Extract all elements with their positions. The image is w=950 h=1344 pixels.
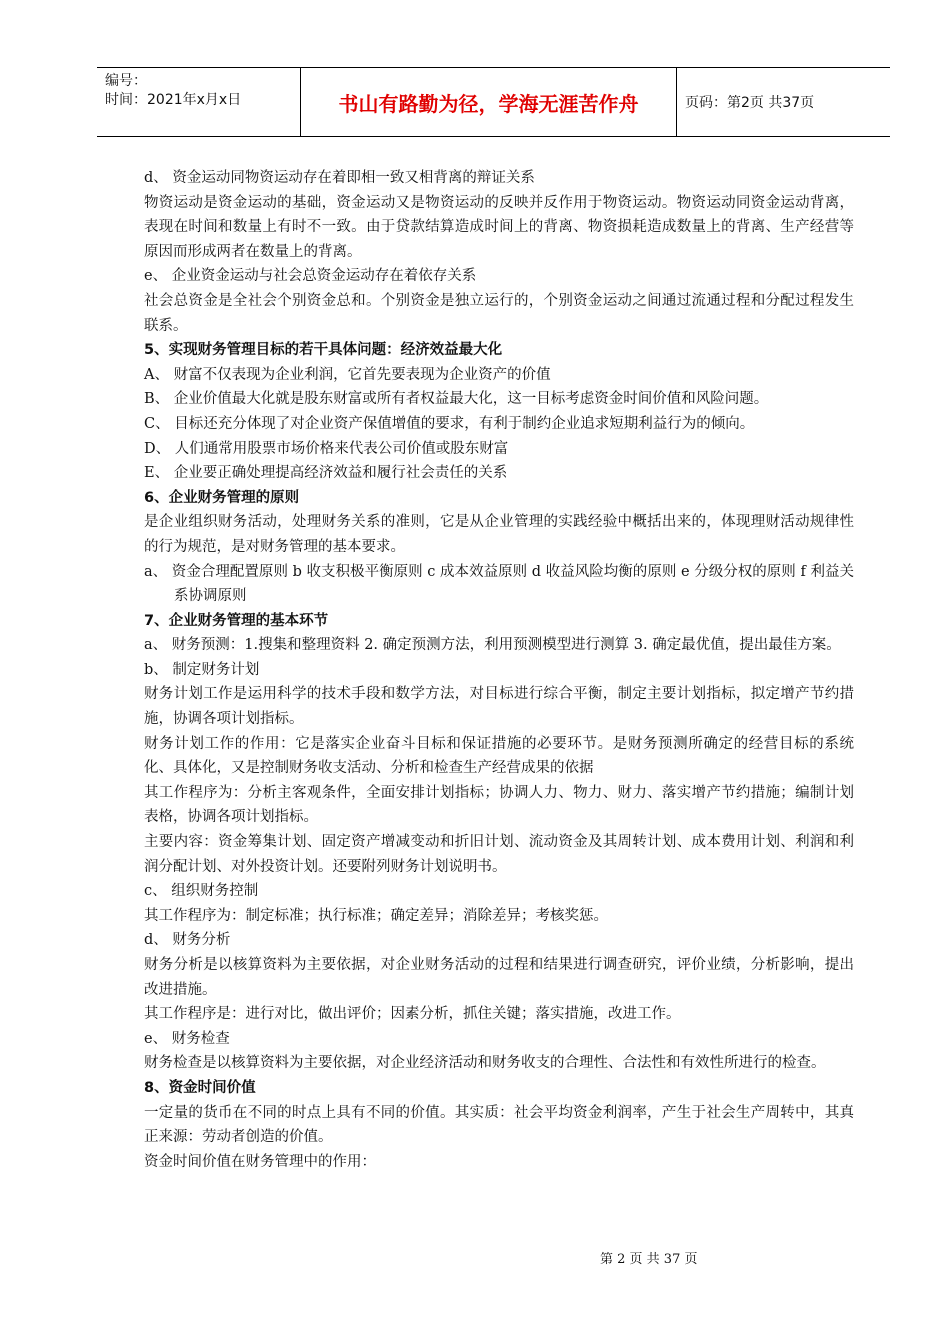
paragraph: 其工作程序是：进行对比，做出评价；因素分析，抓住关键；落实措施，改进工作。 [144, 1006, 681, 1023]
section-heading: 8、资金时间价值 [144, 1079, 256, 1096]
paragraph: d、 财务分析 [144, 932, 231, 949]
paragraph: a、 资金合理配置原则 b 收支积极平衡原则 c 成本效益原则 d 收益风险均衡的原则 e 分级分权的原则 f 利益关系协调原则 [144, 563, 854, 605]
paragraph: 物资运动是资金运动的基础，资金运动又是物资运动的反映并反作用于物资运动。物资运动同资金运动背离，表现在时间和数量上有时不一致。由于贷款结算造成时间上的背离、物资损耗造成数量上的背离、生产经营等原因而形成两者在数量上的背离。 [144, 194, 854, 260]
paragraph: 财务计划工作的作用：它是落实企业奋斗目标和保证措施的必要环节。是财务预测所确定的经营目标的系统化、具体化，又是控制财务收支活动、分析和检查生产经营成果的依据 [144, 735, 854, 777]
paragraph: b、 制定财务计划 [144, 661, 260, 678]
paragraph: C、 目标还充分体现了对企业资产保值增值的要求，有利于制约企业追求短期利益行为的倾向。 [144, 415, 755, 432]
paragraph: 财务检查是以核算资料为主要依据，对企业经济活动和财务收支的合理性、合法性和有效性所进行的检查。 [144, 1055, 826, 1072]
paragraph: 社会总资金是全社会个别资金总和。个别资金是独立运行的，个别资金运动之间通过流通过程和分配过程发生联系。 [144, 292, 854, 334]
paragraph: B、 企业价值最大化就是股东财富或所有者权益最大化，这一目标考虑资金时间价值和风险问题。 [144, 391, 769, 408]
document-body [144, 166, 854, 1174]
paragraph: e、 财务检查 [144, 1030, 230, 1047]
section-heading: 6、企业财务管理的原则 [144, 489, 300, 506]
paragraph: 财务计划工作是运用科学的技术手段和数学方法，对目标进行综合平衡，制定主要计划指标，拟定增产节约措施，协调各项计划指标。 [144, 686, 854, 728]
page-header [97, 67, 890, 137]
paragraph: 其工作程序为：分析主客观条件，全面安排计划指标；协调人力、物力、财力、落实增产节约措施；编制计划表格，协调各项计划指标。 [144, 784, 854, 826]
page-footer: 第 2 页 共 37 页 [600, 1252, 698, 1267]
paragraph: d、 资金运动同物资运动存在着即相一致又相背离的辩证关系 [144, 170, 535, 186]
paragraph: D、 人们通常用股票市场价格来代表公司价值或股东财富 [144, 440, 509, 457]
paragraph: 主要内容：资金筹集计划、固定资产增减变动和折旧计划、流动资金及其周转计划、成本费用计划、利润和利润分配计划、对外投资计划。还要附列财务计划说明书。 [144, 834, 854, 875]
section-heading: 7、企业财务管理的基本环节 [144, 612, 329, 629]
paragraph: e、 企业资金运动与社会总资金运动存在着依存关系 [144, 268, 477, 285]
paragraph: a、 财务预测：1.搜集和整理资料 2. 确定预测方法，利用预测模型进行测算 3. 确定最优值，提出最佳方案。 [144, 637, 841, 654]
paragraph: A、 财富不仅表现为企业利润，它首先要表现为企业资产的价值 [144, 366, 551, 383]
paragraph: 是企业组织财务活动，处理财务关系的准则，它是从企业管理的实践经验中概括出来的，体现理财活动规律性的行为规范，是对财务管理的基本要求。 [144, 514, 854, 555]
document-time: 时间：2021年x月x日 [105, 92, 242, 108]
paragraph: 财务分析是以核算资料为主要依据，对企业财务活动的过程和结果进行调查研究，评价业绩，分析影响，提出改进措施。 [144, 957, 854, 998]
header-page-number: 页码：第2页 共37页 [685, 95, 815, 111]
paragraph: 其工作程序为：制定标准；执行标准；确定差异；消除差异；考核奖惩。 [144, 907, 608, 924]
paragraph: 一定量的货币在不同的时点上具有不同的价值。其实质：社会平均资金利润率，产生于社会生产周转中，其真正来源：劳动者创造的价值。 [144, 1104, 854, 1146]
section-heading: 5、实现财务管理目标的若干具体问题：经济效益最大化 [144, 342, 503, 359]
paragraph: E、 企业要正确处理提高经济效益和履行社会责任的关系 [144, 465, 508, 482]
header-meta [97, 68, 301, 136]
document-number: 编号： [105, 73, 147, 89]
header-motto: 书山有路勤为径，学海无涯苦作舟 [301, 68, 677, 136]
paragraph: 资金时间价值在财务管理中的作用： [144, 1153, 376, 1170]
paragraph: c、 组织财务控制 [144, 883, 259, 900]
